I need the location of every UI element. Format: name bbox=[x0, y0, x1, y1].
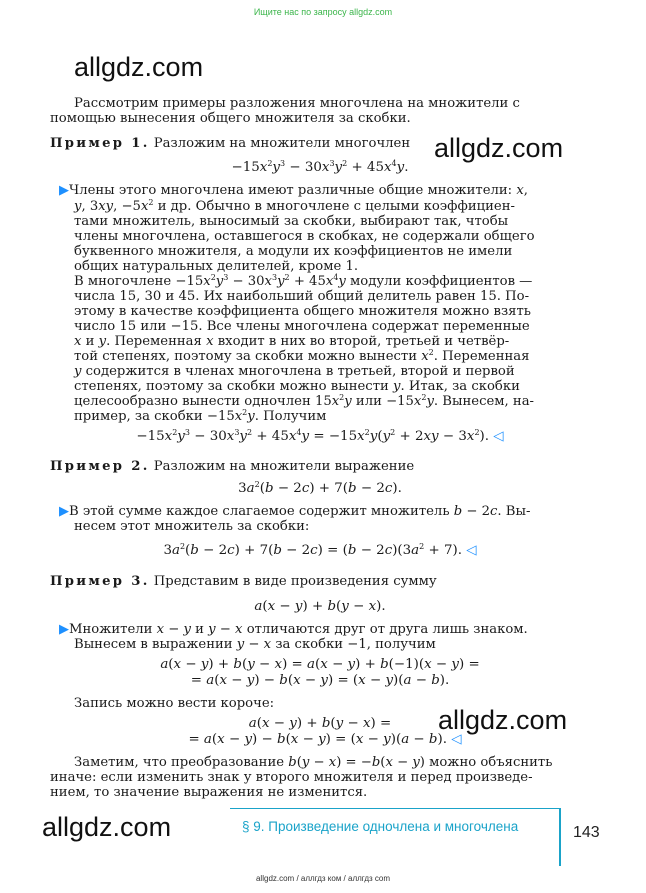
watermark: allgdz.com bbox=[434, 133, 564, 163]
formula: a(x − y) + b(y − x). bbox=[254, 599, 386, 614]
ex1-line: число 15 или −15. Все члены многочлена содержат переменные bbox=[74, 319, 530, 334]
ex1-line: степенях, поэтому за скобки можно вынести y. Итак, за скобки bbox=[74, 379, 520, 394]
ex3-line: Запись можно вести короче: bbox=[74, 696, 275, 711]
bottom-links[interactable]: allgdz.com / аллгдз ком / аллгдз com bbox=[255, 874, 391, 883]
triangle-marker-icon: ▶ bbox=[59, 183, 69, 198]
ex1-line: члены многочлена, оставшегося в скобках, не содержали общего bbox=[74, 229, 535, 244]
end-marker-icon: ◁ bbox=[451, 732, 462, 747]
formula: a(x − y) + b(y − x) = a(x − y) + b(−1)(x − y) = bbox=[160, 657, 480, 672]
footer-rule-vertical bbox=[559, 808, 561, 866]
formula: = a(x − y) − b(x − y) = (x − y)(a − b). bbox=[190, 673, 450, 688]
ex1-line: x и y. Переменная x входит в них во второй, третьей и четвёр- bbox=[74, 334, 510, 349]
ex3-line: Вынесем в выражении y − x за скобки −1, получим bbox=[74, 637, 436, 652]
ex1-line: буквенного множителя, а модули их коэффициентов не имели bbox=[74, 244, 513, 259]
triangle-marker-icon: ▶ bbox=[59, 504, 69, 519]
ex3-line: Заметим, что преобразование b(y − x) = −b(x − y) можно объяснить bbox=[74, 755, 553, 770]
page-number: 143 bbox=[573, 824, 600, 841]
ex1-line: общих натуральных делителей, кроме 1. bbox=[74, 259, 359, 274]
section-title: § 9. Произведение одночлена и многочлена bbox=[242, 819, 519, 834]
ex3-line: ▶Множители x − y и y − x отличаются друг от друга лишь знаком. bbox=[59, 622, 528, 637]
formula: = a(x − y) − b(x − y) = (x − y)(a − b). ◁ bbox=[188, 732, 462, 747]
intro-line: помощью вынесения общего множителя за скобки. bbox=[50, 111, 411, 126]
ex1-line: ▶Члены этого многочлена имеют различные общие множители: x, bbox=[59, 183, 528, 198]
triangle-marker-icon: ▶ bbox=[59, 622, 69, 637]
ex1-line: числа 15, 30 и 45. Их наибольший общий делитель равен 15. По- bbox=[74, 289, 530, 304]
formula: a(x − y) + b(y − x) = bbox=[248, 716, 392, 731]
ex2-line: ▶В этой сумме каждое слагаемое содержит множитель b − 2c. Вы- bbox=[59, 504, 531, 519]
top-search-link[interactable]: Ищите нас по запросу allgdz.com bbox=[253, 7, 393, 17]
ex2-line: несем этот множитель за скобки: bbox=[74, 519, 310, 534]
ex1-line: тами множитель, выносимый за скобки, выбирают так, чтобы bbox=[74, 214, 509, 229]
ex1-line: В многочлене $-15x^2y^3 - 30x^3y^2 + 45x^4y$ модули коэффициентов — bbox=[74, 273, 533, 289]
intro-line: Рассмотрим примеры разложения многочлена на множители с bbox=[74, 96, 520, 111]
ex1-line: y содержится в членах многочлена в третьей, второй и первой bbox=[74, 364, 515, 379]
formula: $-15x^2y^3 - 30x^3y^2 + 45x^4y = -15x^2y(y^2 + 2xy - 3x^2)$. ◁ bbox=[136, 428, 504, 444]
ex1-line: y, 3xy, $-5x^2$ и др. Обычно в многочлене с целыми коэффициен- bbox=[74, 198, 515, 214]
example-2-heading: Пример 2. Разложим на множители выражение bbox=[50, 459, 415, 474]
example-1-heading: Пример 1. Разложим на множители многочлен bbox=[50, 136, 411, 151]
watermark: allgdz.com bbox=[438, 705, 568, 735]
formula: $3a^2(b - 2c) + 7(b - 2c) = (b - 2c)(3a^2 + 7)$. ◁ bbox=[163, 542, 477, 558]
ex3-line: нием, то значение выражения не изменится. bbox=[50, 785, 368, 800]
end-marker-icon: ◁ bbox=[493, 429, 504, 444]
ex3-line: иначе: если изменить знак у второго множителя и перед произведе- bbox=[50, 770, 533, 785]
ex1-line: той степенях, поэтому за скобки можно вынести $x^2$. Переменная bbox=[74, 348, 530, 364]
formula: $3a^2(b - 2c) + 7(b - 2c)$. bbox=[238, 480, 402, 496]
example-3-heading: Пример 3. Представим в виде произведения сумму bbox=[50, 574, 437, 589]
ex1-line: этому в качестве коэффициента общего множителя можно взять bbox=[74, 304, 531, 319]
ex1-line: пример, за скобки $-15x^2y$. Получим bbox=[74, 408, 327, 424]
watermark: allgdz.com bbox=[74, 52, 204, 82]
footer-rule bbox=[230, 808, 560, 809]
formula: $-15x^2y^3 - 30x^3y^2 + 45x^4y$. bbox=[231, 159, 409, 175]
end-marker-icon: ◁ bbox=[466, 543, 477, 558]
watermark: allgdz.com bbox=[42, 812, 172, 842]
ex1-line: целесообразно вынести одночлен $15x^2y$ или $-15x^2y$. Вынесем, на- bbox=[74, 393, 535, 409]
